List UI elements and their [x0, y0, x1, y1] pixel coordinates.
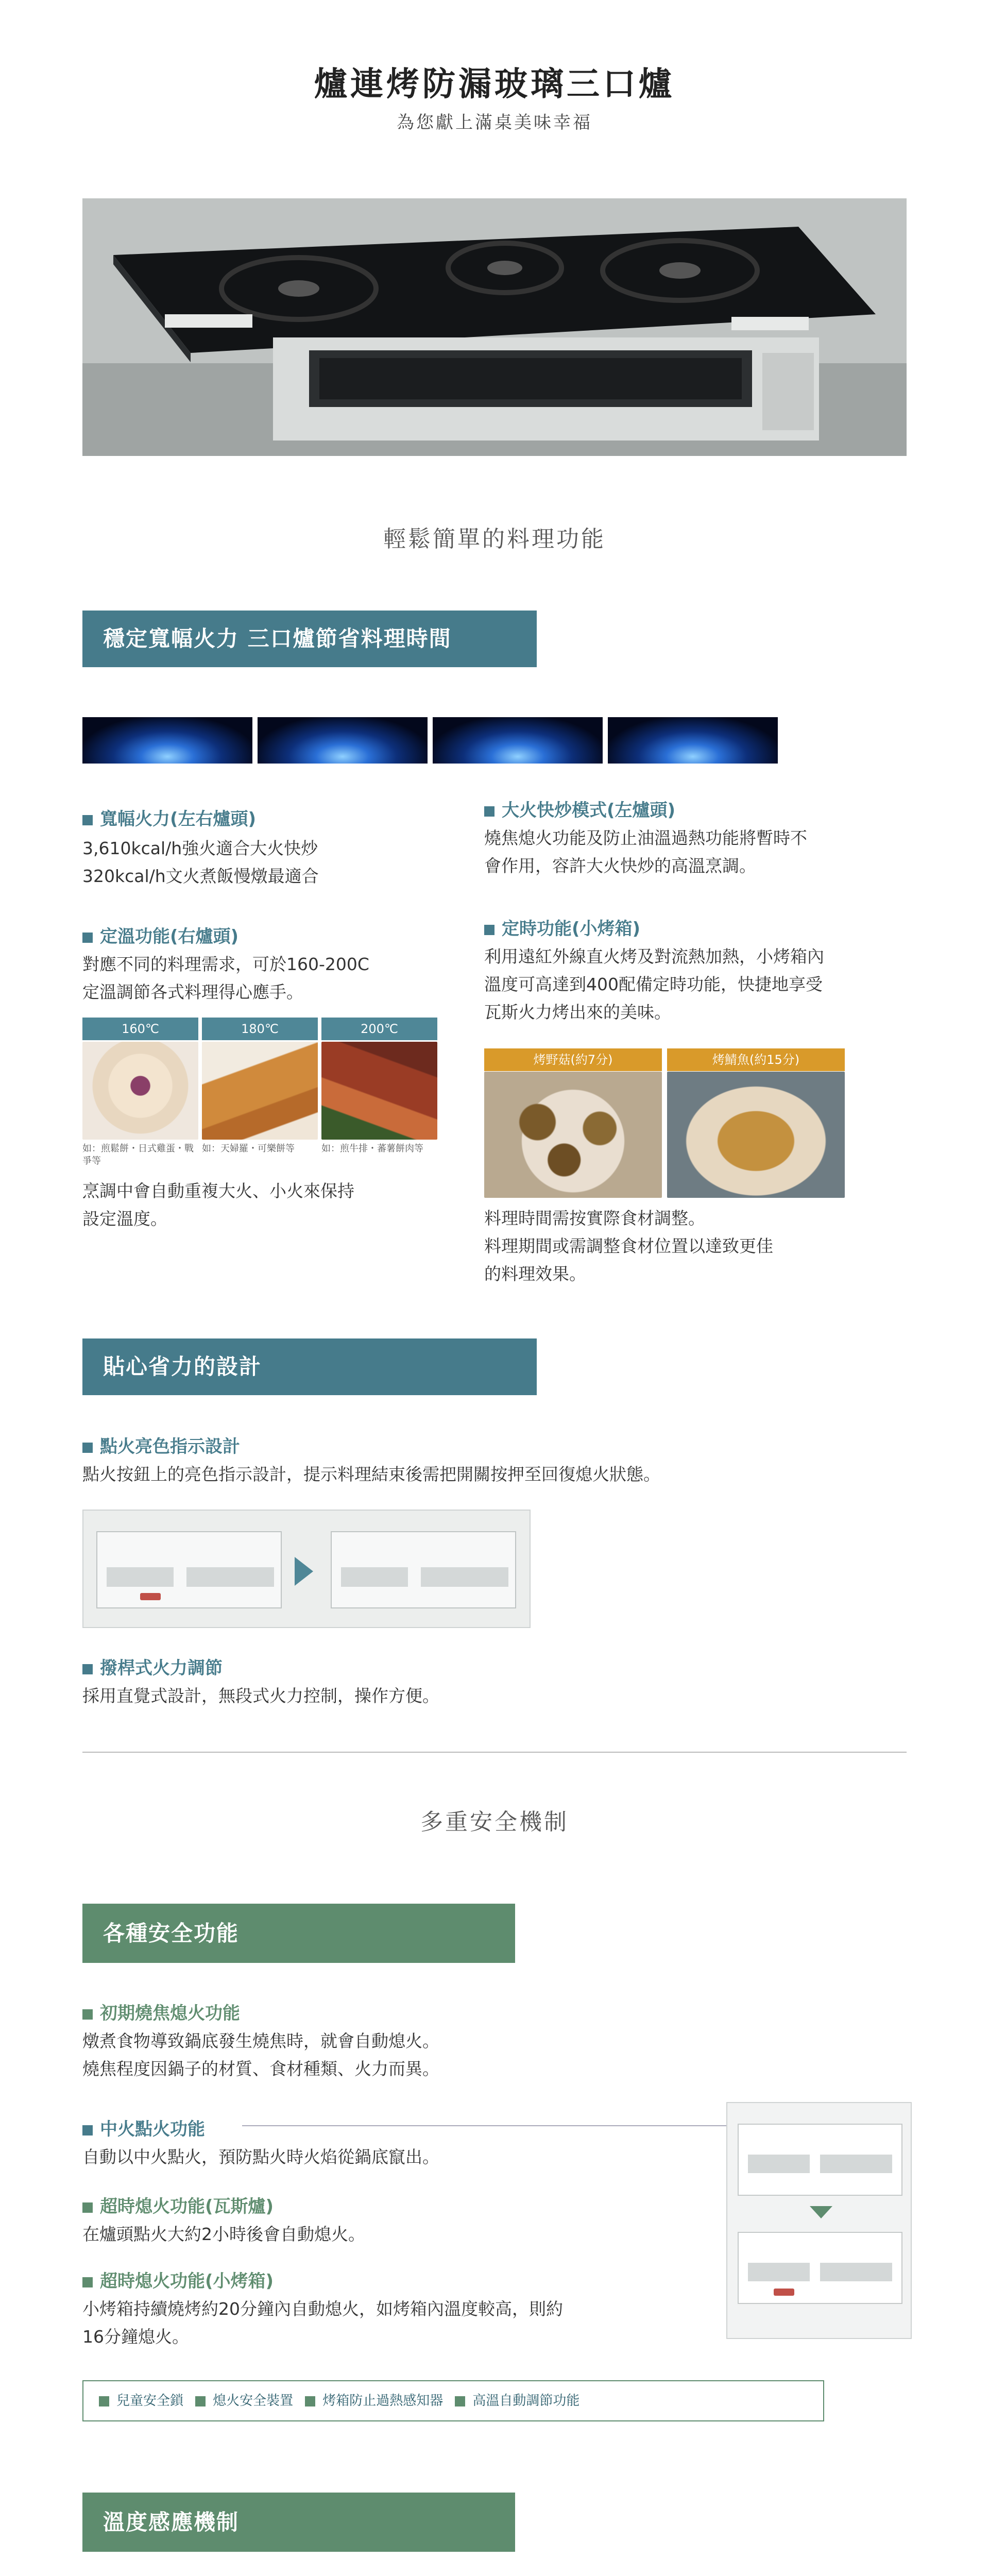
safety-badges	[82, 2380, 824, 2421]
connector-line	[242, 2125, 726, 2126]
temp-caption: 如：天婦羅・可樂餅等	[202, 1143, 295, 1154]
section-heading-safety: 多重安全機制	[420, 1809, 569, 1835]
flame-image	[433, 717, 603, 764]
steak-image	[321, 1042, 437, 1140]
section-bar-design: 貼心省力的設計	[82, 1338, 537, 1395]
badge: 高溫自動調節功能	[455, 2389, 579, 2412]
oven-note: 料理時間需按實際食材調整。 料理期間或需調整食材位置以達致更佳 的料理效果。	[484, 1208, 773, 1284]
section-bar-sensor: 溫度感應機制	[82, 2493, 515, 2552]
feature-title-indicator: 點火亮色指示設計	[82, 1432, 240, 1458]
safety-title: 初期燒焦熄火功能	[82, 1999, 240, 2024]
ignition-diagram	[726, 2102, 912, 2339]
badge: 兒童安全鎖	[99, 2389, 183, 2412]
feature-title-fixed-temp: 定溫功能(右爐頭)	[82, 922, 238, 947]
badge: 熄火安全裝置	[195, 2389, 293, 2412]
hero-image	[82, 198, 907, 456]
safety-text: 燉煮食物導致鍋底發生燒焦時，就會自動熄火。 燒焦程度因鍋子的材質、食材種類、火力而異。	[82, 2031, 439, 2079]
safety-text: 自動以中火點火，預防點火時火焰從鍋底竄出。	[82, 2147, 439, 2167]
temp-note: 烹調中會自動重複大火、小火來保持 設定溫度。	[82, 1181, 354, 1229]
flame-image	[258, 717, 428, 764]
temp-tag: 180℃	[202, 1018, 318, 1040]
safety-title: 超時熄火功能(瓦斯爐)	[82, 2192, 274, 2217]
temp-tag: 160℃	[82, 1018, 198, 1040]
feature-text: 對應不同的料理需求，可於160-200C 定溫調節各式料理得心應手。	[82, 954, 369, 1002]
oven-tag: 烤野菇(約7分)	[484, 1048, 662, 1071]
tempura-image	[202, 1042, 318, 1140]
badge: 烤箱防止過熱感知器	[305, 2389, 443, 2412]
indicator-diagram	[82, 1510, 531, 1628]
feature-text: 採用直覺式設計，無段式火力控制，操作方便。	[82, 1686, 439, 1706]
feature-text: 燒焦熄火功能及防止油溫過熱功能將暫時不 會作用，容許大火快炒的高溫烹調。	[484, 828, 807, 876]
section-bar-fire: 穩定寬幅火力 三口爐節省料理時間	[82, 611, 537, 667]
flame-image	[608, 717, 778, 764]
safety-text: 小烤箱持續燒烤約20分鐘內自動熄火，如烤箱內溫度較高，則約 16分鐘熄火。	[82, 2299, 563, 2347]
flame-image	[82, 717, 252, 764]
section-heading-cooking: 輕鬆簡單的料理功能	[383, 526, 606, 552]
safety-title: 中火點火功能	[82, 2115, 205, 2140]
feature-text: 利用遠紅外線直火烤及對流熱加熱，小烤箱內 溫度可高達到400配備定時功能，快捷地享受 瓦斯火力烤出來的美味。	[484, 946, 824, 1022]
temp-caption: 如：煎牛排・蕃薯餅肉等	[321, 1143, 423, 1154]
pancake-image	[82, 1042, 198, 1140]
fish-image	[667, 1072, 845, 1198]
feature-text: 3,610kcal/h強火適合大火快炒 320kcal/h文火煮飯慢燉最適合	[82, 838, 319, 886]
temp-caption: 如：煎鬆餅・日式雞蛋・戰爭等	[82, 1143, 194, 1166]
section-bar-safety: 各種安全功能	[82, 1904, 515, 1963]
feature-title-wide-fire: 寬幅火力(左右爐頭)	[82, 805, 256, 830]
page-subtitle: 為您獻上滿桌美味幸福	[397, 112, 592, 133]
feature-title-stir-fry: 大火快炒模式(左爐頭)	[484, 796, 675, 821]
safety-text: 在爐頭點火大約2小時後會自動熄火。	[82, 2224, 365, 2244]
divider	[82, 1752, 907, 1753]
feature-title-lever: 撥桿式火力調節	[82, 1654, 223, 1679]
mushroom-image	[484, 1072, 662, 1198]
page-title: 爐連烤防漏玻璃三口爐	[314, 65, 675, 104]
feature-text: 點火按鈕上的亮色指示設計，提示料理結束後需把開關按押至回復熄火狀態。	[82, 1464, 660, 1484]
temp-tag: 200℃	[321, 1018, 437, 1040]
safety-title: 超時熄火功能(小烤箱)	[82, 2267, 274, 2292]
oven-tag: 烤鯖魚(約15分)	[667, 1048, 845, 1071]
feature-title-timer: 定時功能(小烤箱)	[484, 914, 640, 940]
